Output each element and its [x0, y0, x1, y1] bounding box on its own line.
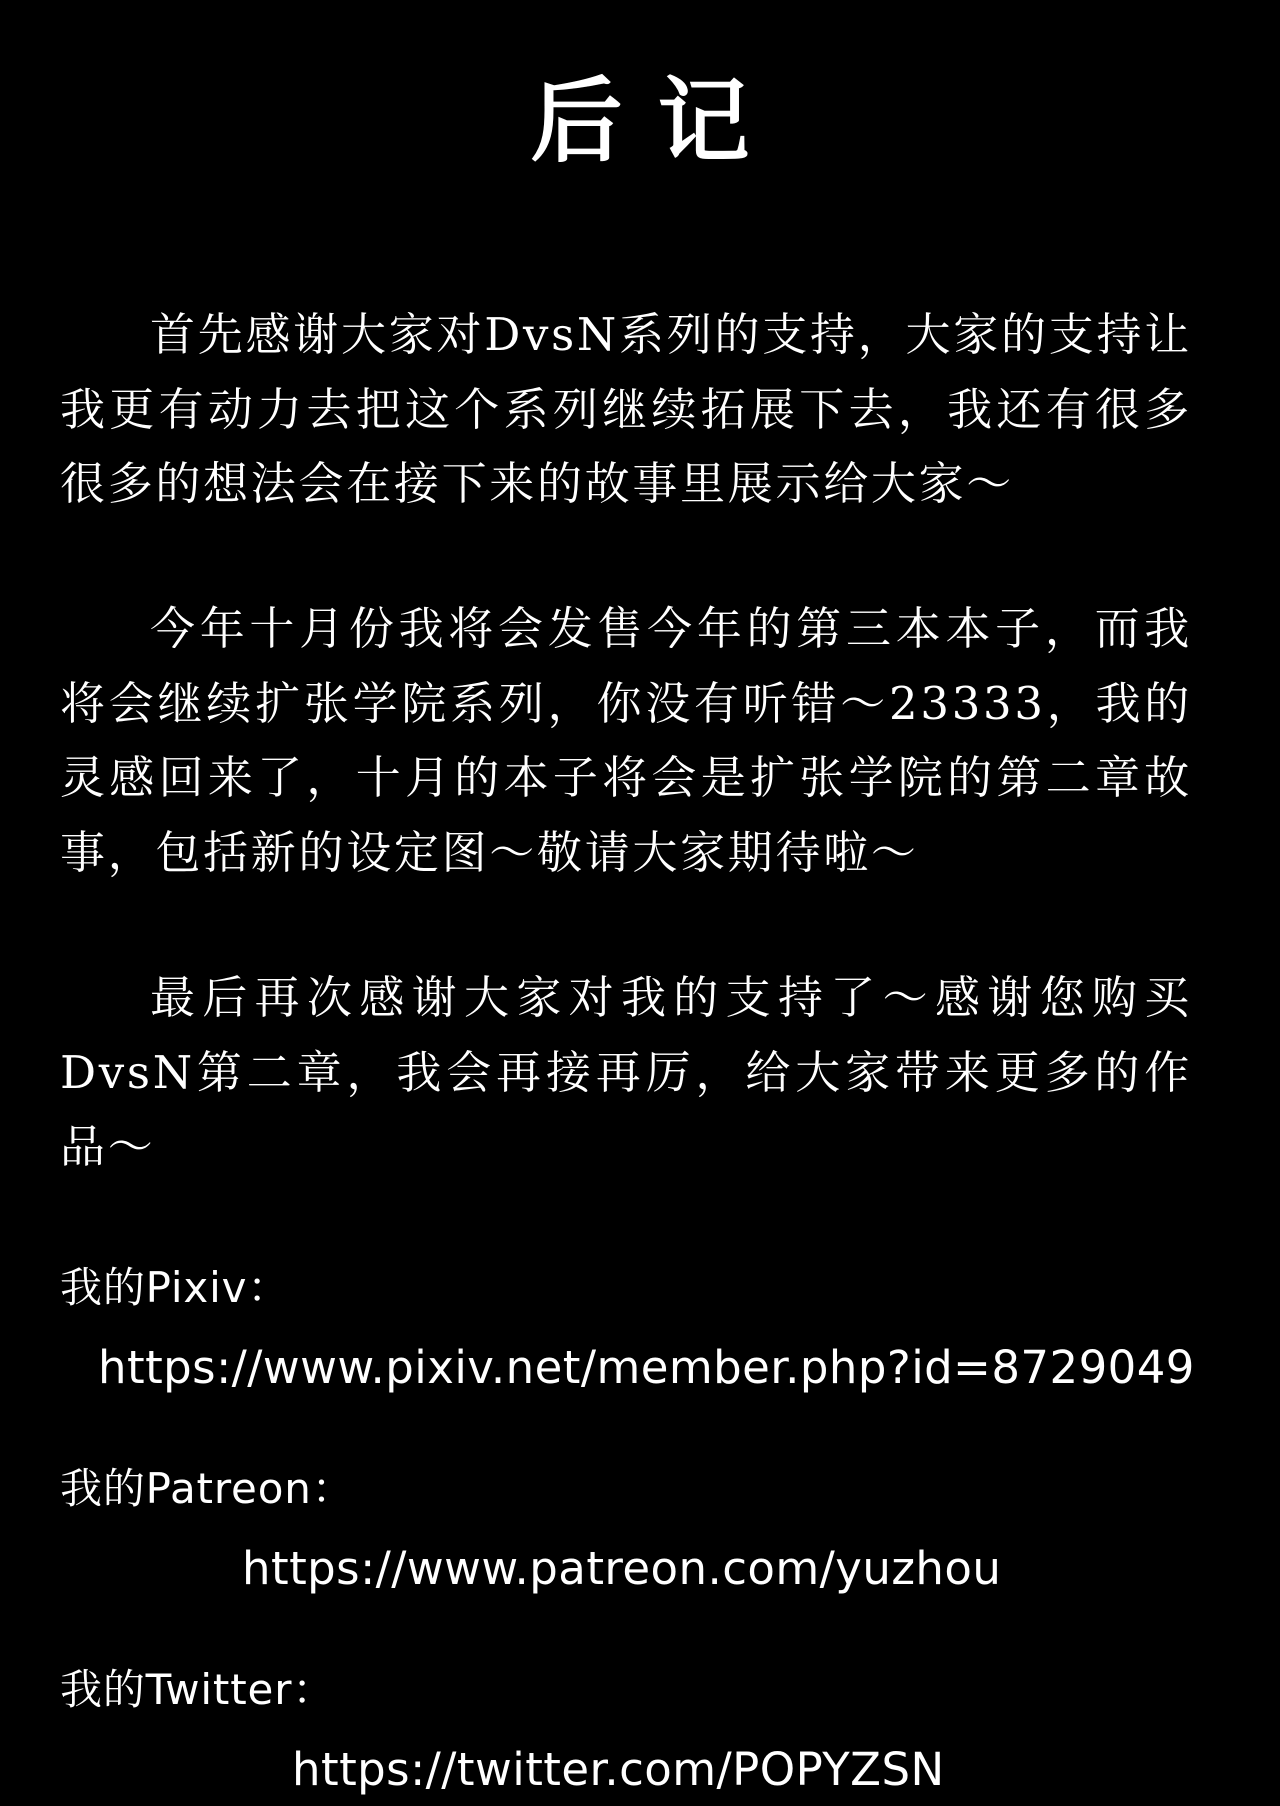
twitter-label: 我的Twitter： [60, 1664, 336, 1714]
pixiv-label: 我的Pixiv： [60, 1262, 291, 1312]
patreon-link-block [60, 1456, 1220, 1595]
patreon-url: https://www.patreon.com/yuzhou [242, 1541, 1002, 1595]
author-links [60, 1255, 1220, 1796]
patreon-label: 我的Patreon： [60, 1463, 355, 1513]
paragraph-october-release: 今年十月份我将会发售今年的第三本本子，而我将会继续扩张学院系列，你没有听错～23333，我的灵感回来了，十月的本子将会是扩张学院的第二章故事，包括新的设定图～敬请大家期待啦～ [60, 602, 1192, 880]
twitter-url: https://twitter.com/POPYZSN [292, 1742, 945, 1796]
page-title: 后记 [530, 67, 785, 175]
paragraph-thanks-series-support: 首先感谢大家对DvsN系列的支持，大家的支持让我更有动力去把这个系列继续拓展下去，我还有很多很多的想法会在接下来的故事里展示给大家～ [60, 308, 1192, 511]
pixiv-url: https://www.pixiv.net/member.php?id=8729049 [98, 1340, 1195, 1394]
pixiv-link-block [60, 1255, 1220, 1394]
paragraph-final-thanks: 最后再次感谢大家对我的支持了～感谢您购买DvsN第二章，我会再接再厉，给大家带来更多的作品～ [60, 970, 1192, 1174]
twitter-link-block [60, 1657, 1220, 1796]
afterword-body [60, 298, 1192, 1185]
